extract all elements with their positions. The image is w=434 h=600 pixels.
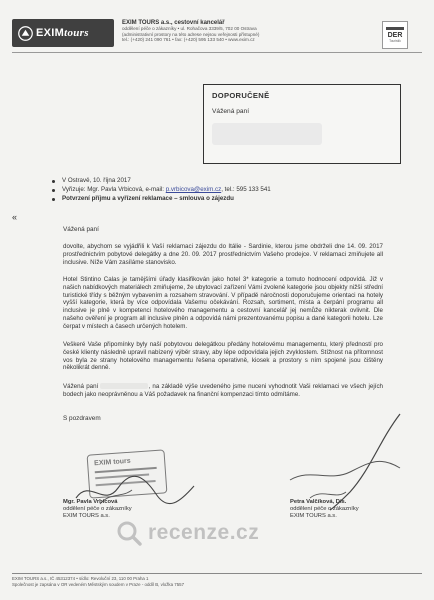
right-signer-company: EXIM TOURS a.s.: [290, 513, 337, 519]
subject-line: Potvrzení příjmu a vyřízení reklamace – smlouva o zájezdu: [62, 195, 234, 202]
bullet-icon: [52, 189, 55, 192]
footer-line: Společnost je zapsána v OR vedeném Městským soudem v Praze - oddíl B, vložka 7557: [12, 582, 185, 587]
left-signer-name: Mgr. Pavla Vrbicová: [63, 499, 118, 505]
redacted-address: [212, 123, 322, 145]
left-signer-dept: oddělení péče o zákazníky: [63, 506, 132, 512]
header-divider: [12, 52, 422, 53]
company-line: tel.: (+420) 241 090 761 • fax: (+420) 595 133 540 • www.exim.cz: [122, 37, 255, 42]
paragraph-hotel: Hotel Stintino Calas je tamějšími úřady klasifikován jako hotel 3* kategorie a tomuto hodnocení odpovídá. Již v našich nabídkových materiálech zmiňujeme, že ubytovací zařízení Vámi zvolené kategorie jsou objekty nižší střední turistické třídy s běžným vybavením a rozsahem stravování. V případě náročnosti doporučujeme orientaci na hotely vyšší kategorie, která by více odpovídala Vašemu očekávání. Rozsah, sortiment, místa a čerpání programu all inclusive je plně v kompetenci hotelového managementu a cestovní kancelář jej nemůže nikterak ovlivnit. Dle našeho ověření je program all inclusive plněn a odpovídá námi prezentovanému popisu a dané kategorii hotelu. Lze čerpat v místech a časech určených hotelem.: [63, 276, 383, 330]
der-stripe: [386, 27, 404, 30]
right-signer-dept: oddělení péče o zákazníky: [290, 506, 359, 512]
bullet-icon: [52, 198, 55, 201]
logo-mark-icon: [18, 26, 33, 41]
recenze-watermark: [116, 520, 259, 546]
company-title: EXIM TOURS a.s., cestovní kancelář: [122, 20, 225, 26]
salutation: Vážená paní: [63, 226, 99, 233]
fold-mark: «: [12, 212, 18, 222]
right-signer-name: Petra Valčíková, Dis.: [290, 499, 347, 505]
handler-line: Vyřizuje: Mgr. Pavla Vrbicová, e-mail: p.vrbicova@exim.cz, tel.: 595 133 541: [62, 186, 271, 193]
closing-regards: S pozdravem: [63, 415, 101, 422]
redacted-name: [100, 383, 148, 389]
address-box: [203, 84, 401, 164]
paragraph-conclusion: Vážená paní , na základě výše uvedeného jsme nuceni vyhodnotit Vaši reklamaci ve všech jejích bodech jako neoprávněnou a Váš požadavek na finanční kompenzaci tímto odmítáme.: [63, 383, 383, 398]
registered-mail-title: DOPORUČENĚ: [212, 91, 270, 100]
der-sub: Touristik: [389, 39, 401, 43]
bullet-icon: [52, 180, 55, 183]
company-line: (administrativní prostory na této adrese nejsou veřejnosti přístupné): [122, 31, 260, 37]
watermark-text: recenze.cz: [148, 521, 260, 544]
paragraph-intro: dovolte, abychom se vyjádřili k Vaší reklamaci zájezdu do Itálie - Sardinie, kterou jsme obdrželi dne 14. 09. 2017 prostřednictvím pobytové delegátky a dne 20. 09. 2017 prostřednictvím Vašeho prodejce. V reklamaci zmiňujete all inclusive. Níže Vám zasíláme stanovisko.: [63, 243, 383, 266]
footer-divider: [12, 573, 422, 574]
logo-text: EXIMtours: [36, 27, 89, 39]
der-touristik-logo: [382, 21, 408, 49]
paragraph-complaints: Veškeré Vaše připomínky byly naší pobytovou delegátkou předány hotelovému managementu, který předností pro české klienty následně upravil nabízený výběr stravy, aby lépe odpovídala jejich zvyklostem. Stížnost na přítomnost vos byla ze strany hotelového managementu řešena operativně, kiosek a prostory s ním spojené jsou čištěny několikrát denně.: [63, 341, 383, 372]
exim-tours-logo: [12, 19, 114, 47]
right-signer-block: [290, 499, 359, 520]
der-label: DER: [387, 32, 403, 39]
letter-date: V Ostravě, 10. října 2017: [62, 177, 131, 184]
left-signer-block: [63, 499, 132, 520]
handler-email-link[interactable]: p.vrbicova@exim.cz: [165, 186, 222, 193]
recipient-name: Vážená paní: [212, 108, 250, 115]
footer-line: EXIM TOURS a.s., IČ 45312374 • sídlo: Revoluční 23, 110 00 Praha 1: [12, 576, 149, 581]
stamp-text: EXIM tours: [93, 457, 131, 468]
company-info: [122, 20, 322, 43]
company-line: oddělení péče o zákazníky • ul. Rohačova 3339/5, 702 00 Ostrava: [122, 26, 257, 31]
magnifier-icon: [116, 520, 142, 546]
left-signer-company: EXIM TOURS a.s.: [63, 513, 110, 519]
